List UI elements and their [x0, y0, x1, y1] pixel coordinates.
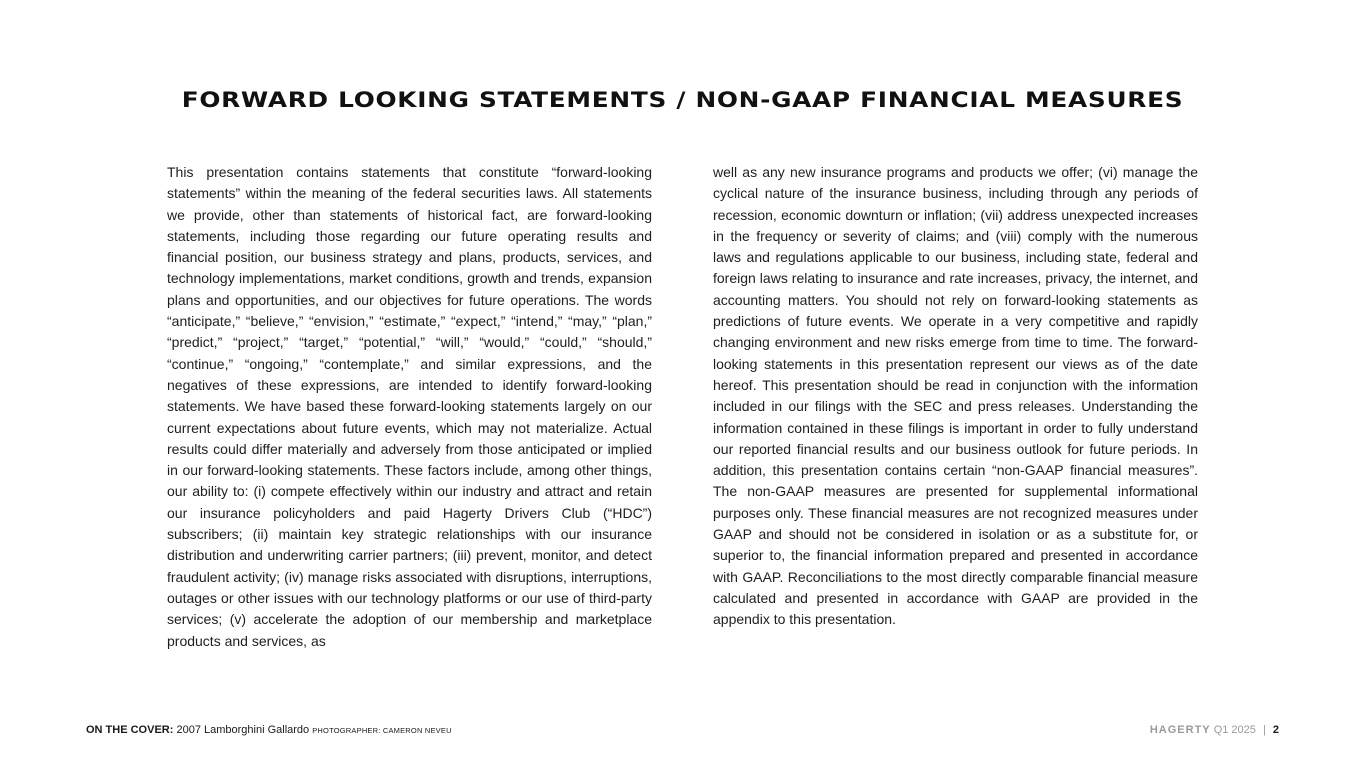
cover-credit [86, 724, 452, 736]
body-text-left-column: This presentation contains statements that constitute “forward-looking statements” within the meaning of the federal securities laws. All statements we provide, other than statements of historical fact, are forward-looking statements, including those regarding our future operating results and financial position, our business strategy and plans, products, services, and technology implementations, market conditions, growth and trends, expansion plans and opportunities, and our objectives for future operations. The words “anticipate,” “believe,” “envision,” “estimate,” “expect,” “intend,” “may,” “plan,” “predict,” “project,” “target,” “potential,” “will,” “would,” “could,” “should,” “continue,” “ongoing,” “contemplate,” and similar expressions, and the negatives of these expressions, are intended to identify forward-looking statements. We have based these forward-looking statements largely on our current expectations about future events, which may not materialize. Actual results could differ materially and adversely from those anticipated or implied in our forward-looking statements. These factors include, among other things, our ability to: (i) compete effectively within our industry and attract and retain our insurance policyholders and paid Hagerty Drivers Club (“HDC”) subscribers; (ii) maintain key strategic relationships with our insurance distribution and underwriting carrier partners; (iii) prevent, monitor, and detect fraudulent activity; (iv) manage risks associated with disruptions, interruptions, outages or other issues with our technology platforms or our use of third-party services; (v) accelerate the adoption of our membership and marketplace products and services, as [167, 164, 652, 649]
photographer-credit: PHOTOGRAPHER: CAMERON NEVEU [312, 726, 452, 735]
cover-label: ON THE COVER: [86, 724, 174, 736]
report-period: Q1 2025 [1213, 724, 1256, 736]
body-text-right-column: well as any new insurance programs and products we offer; (vi) manage the cyclical nature of the insurance business, including through any periods of recession, economic downturn or inflation; (vii) address unexpected increases in the frequency or severity of claims; and (viii) comply with the numerous laws and regulations applicable to our business, including state, federal and foreign laws relating to insurance and rate increases, privacy, the internet, and accounting matters. You should not rely on forward-looking statements as predictions of future events. We operate in a very competitive and rapidly changing environment and new risks emerge from time to time. The forward-looking statements in this presentation represent our views as of the date hereof. This presentation should be read in conjunction with the information included in our filings with the SEC and press releases. Understanding the information contained in these filings is important in order to fully understand our reported financial results and our business outlook for future periods. In addition, this presentation contains certain “non-GAAP financial measures”. The non-GAAP measures are presented for supplemental informational purposes only. These financial measures are not recognized measures under GAAP and should not be considered in isolation or as a substitute for, or superior to, the financial information prepared and presented in accordance with GAAP. Reconciliations to the most directly comparable financial measure calculated and presented in accordance with GAAP are provided in the appendix to this presentation. [713, 164, 1198, 628]
footer-separator: | [1262, 724, 1266, 736]
cover-car: 2007 Lamborghini Gallardo [176, 724, 310, 736]
page-footer [1150, 724, 1279, 736]
brand-name: HAGERTY [1149, 724, 1211, 736]
page-title: FORWARD LOOKING STATEMENTS / NON-GAAP FINANCIAL MEASURES [181, 88, 1184, 112]
page-number: 2 [1272, 724, 1279, 736]
